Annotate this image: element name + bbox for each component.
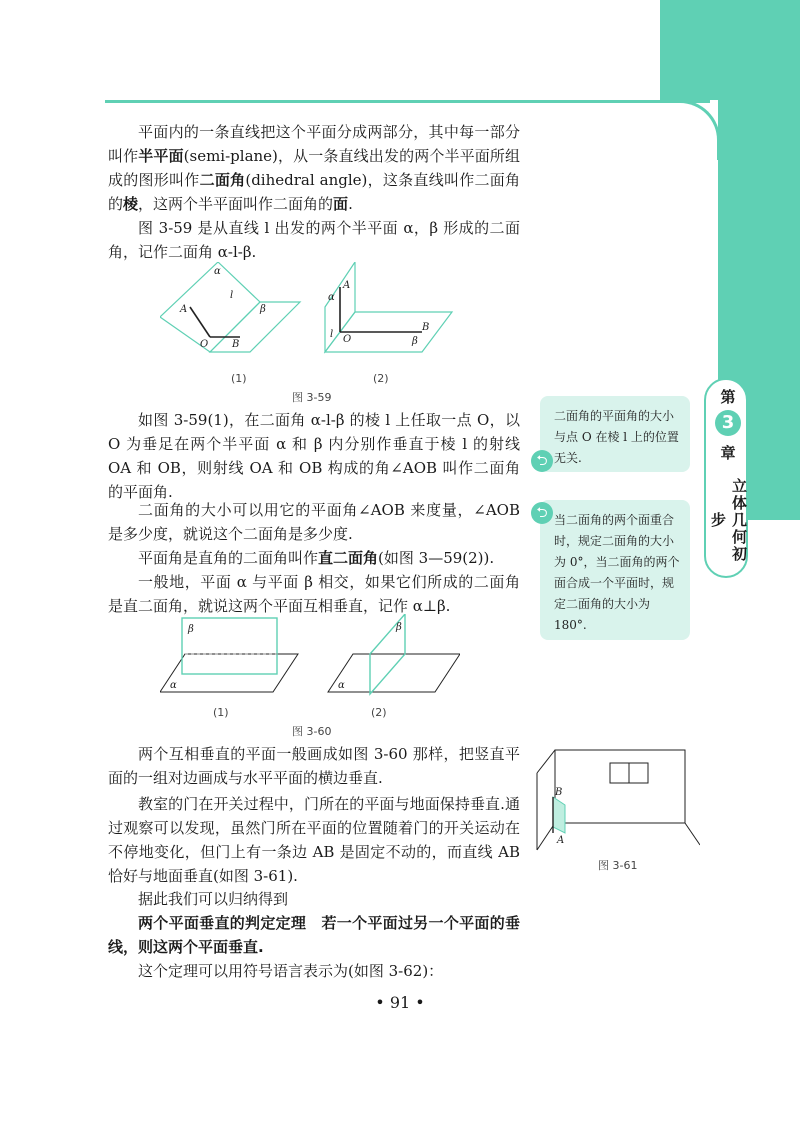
fig59-1-label-l: l [230,290,234,301]
fig59-2-label-B: B [422,322,430,333]
fig59-1-plane-alpha [160,262,260,352]
paragraph-semi-plane [108,120,520,216]
fig59-1-plane-beta [210,302,300,352]
fig61-floor-edge-right [685,823,700,845]
term-right-dihedral: 直二面角 [318,549,379,567]
chapter-title: 立体几何初步 [709,477,748,563]
text: (semi-plane)，从一条直线出发的两个半平面所组成的图形叫作 [108,147,520,189]
term-dihedral-angle: 二面角 [199,171,246,189]
paragraph-plane-angle: 如图 3-59(1)，在二面角 α-l-β 的棱 l 上任取一点 O，以 O 为垂足在两个半平面 α 和 β 内分别作垂直于棱 l 的射线 OA 和 OB，则射线 OA 和 OB 构成的角∠AOB 叫作二面角的平面角. [108,411,520,501]
top-rule-corner [660,100,720,160]
fig60-caption: 图 3-60 [292,725,332,738]
theorem-title: 两个平面垂直的判定定理 [138,914,307,932]
fig61-back-wall [555,750,685,823]
chapter-suffix: 章 [720,444,736,462]
fig59-1-label-B: B [232,339,240,350]
text: (如图 3—59(2)). [378,549,495,567]
fig60-sub2: (2) [371,706,387,719]
term-face: 面 [333,195,349,213]
fig60-1-plane-beta [182,618,277,674]
fig59-sub1: (1) [231,372,247,385]
fig59-2-label-O: O [343,334,352,345]
text: (dihedral angle)，这条直线叫作二面角的 [108,171,520,213]
fig60-2-label-beta: β [396,622,402,633]
fig59-2-label-l: l [330,329,334,340]
fig61-door [553,797,565,833]
term-semi-plane: 半平面 [138,147,184,165]
fig59-1-ray-oa [190,307,210,337]
fig60-1-label-beta: β [188,624,194,635]
paragraph-right-dihedral [108,546,520,570]
paragraph-fig59-intro: 图 3-59 是从直线 l 出发的两个半平面 α，β 形成的二面角，记作二面角 α-l-β. [108,219,520,261]
chapter-marker [704,378,748,578]
theorem [108,911,520,959]
fig59-1-label-O: O [200,339,209,350]
figure-3-61 [535,745,700,855]
paragraph-door-example: 教室的门在开关过程中，门所在的平面与地面保持垂直.通过观察可以发现，虽然门所在平面的位置随着门的开关运动在不停地变化，但门上有一条边 AB 是固定不动的，而直线 AB 恰好与地面垂直(如图 3-61). [108,795,520,885]
fig61-floor-edge-left [537,823,555,850]
fig59-caption: 图 3-59 [292,391,332,404]
fig59-2-label-alpha: α [328,292,335,303]
figure-3-60 [160,614,460,698]
side-note-2: 当二面角的两个面重合时，规定二面角的大小为 0°，当二面角的两个面合成一个平面时，规定二面角的大小为 180°. [540,500,690,640]
fig61-ceiling-edge [537,750,555,773]
chapter-prefix: 第 [720,388,736,406]
fig59-1-label-beta: β [260,304,266,315]
paragraph-symbolic: 这个定理可以用符号语言表示为(如图 3-62)： [138,962,444,980]
fig60-1-label-alpha: α [170,680,177,691]
paragraph-perpendicular: 一般地，平面 α 与平面 β 相交，如果它们所成的二面角是直二面角，就说这两个平面互相垂直，记作 α⊥β. [108,573,520,615]
note-arrow-icon: ⮌ [531,450,553,472]
text: . [348,195,353,213]
fig60-2-label-alpha: α [338,680,345,691]
theorem-body: 若一个平面过另一个平面的垂线，则这两个平面垂直. [108,914,520,956]
fig60-2-plane-alpha [328,654,460,692]
text: 平面内的一条直线把这个平面分成两部分，其中每一部分叫作 [108,123,520,165]
figure-3-59 [160,262,460,402]
note-arrow-icon: ⮌ [531,502,553,524]
text: 平面角是直角的二面角叫作 [138,549,319,567]
fig59-2-label-A: A [343,280,351,291]
fig59-1-label-alpha: α [214,266,221,277]
page-number: • 91 • [375,993,425,1012]
fig61-label-B: B [555,787,563,798]
top-rule [105,100,710,103]
fig60-sub1: (1) [213,706,229,719]
term-edge: 棱 [123,195,139,213]
fig61-caption: 图 3-61 [598,859,638,872]
fig59-sub2: (2) [373,372,389,385]
chapter-number: 3 [715,410,741,436]
paragraph-drawing-convention: 两个互相垂直的平面一般画成如图 3-60 那样，把竖直平面的一组对边画成与水平平面的横边垂直. [108,745,520,787]
fig61-label-A: A [557,835,565,846]
fig59-1-label-A: A [180,304,188,315]
paragraph-induction: 据此我们可以归纳得到 [138,890,289,908]
text: ，这两个半平面叫作二面角的 [138,195,334,213]
header-tab [660,0,800,100]
side-note-1: 二面角的平面角的大小与点 O 在棱 l 上的位置无关. [540,396,690,472]
paragraph-measure: 二面角的大小可以用它的平面角∠AOB 来度量，∠AOB 是多少度，就说这个二面角是多少度. [108,501,520,543]
fig59-2-label-beta: β [412,336,418,347]
